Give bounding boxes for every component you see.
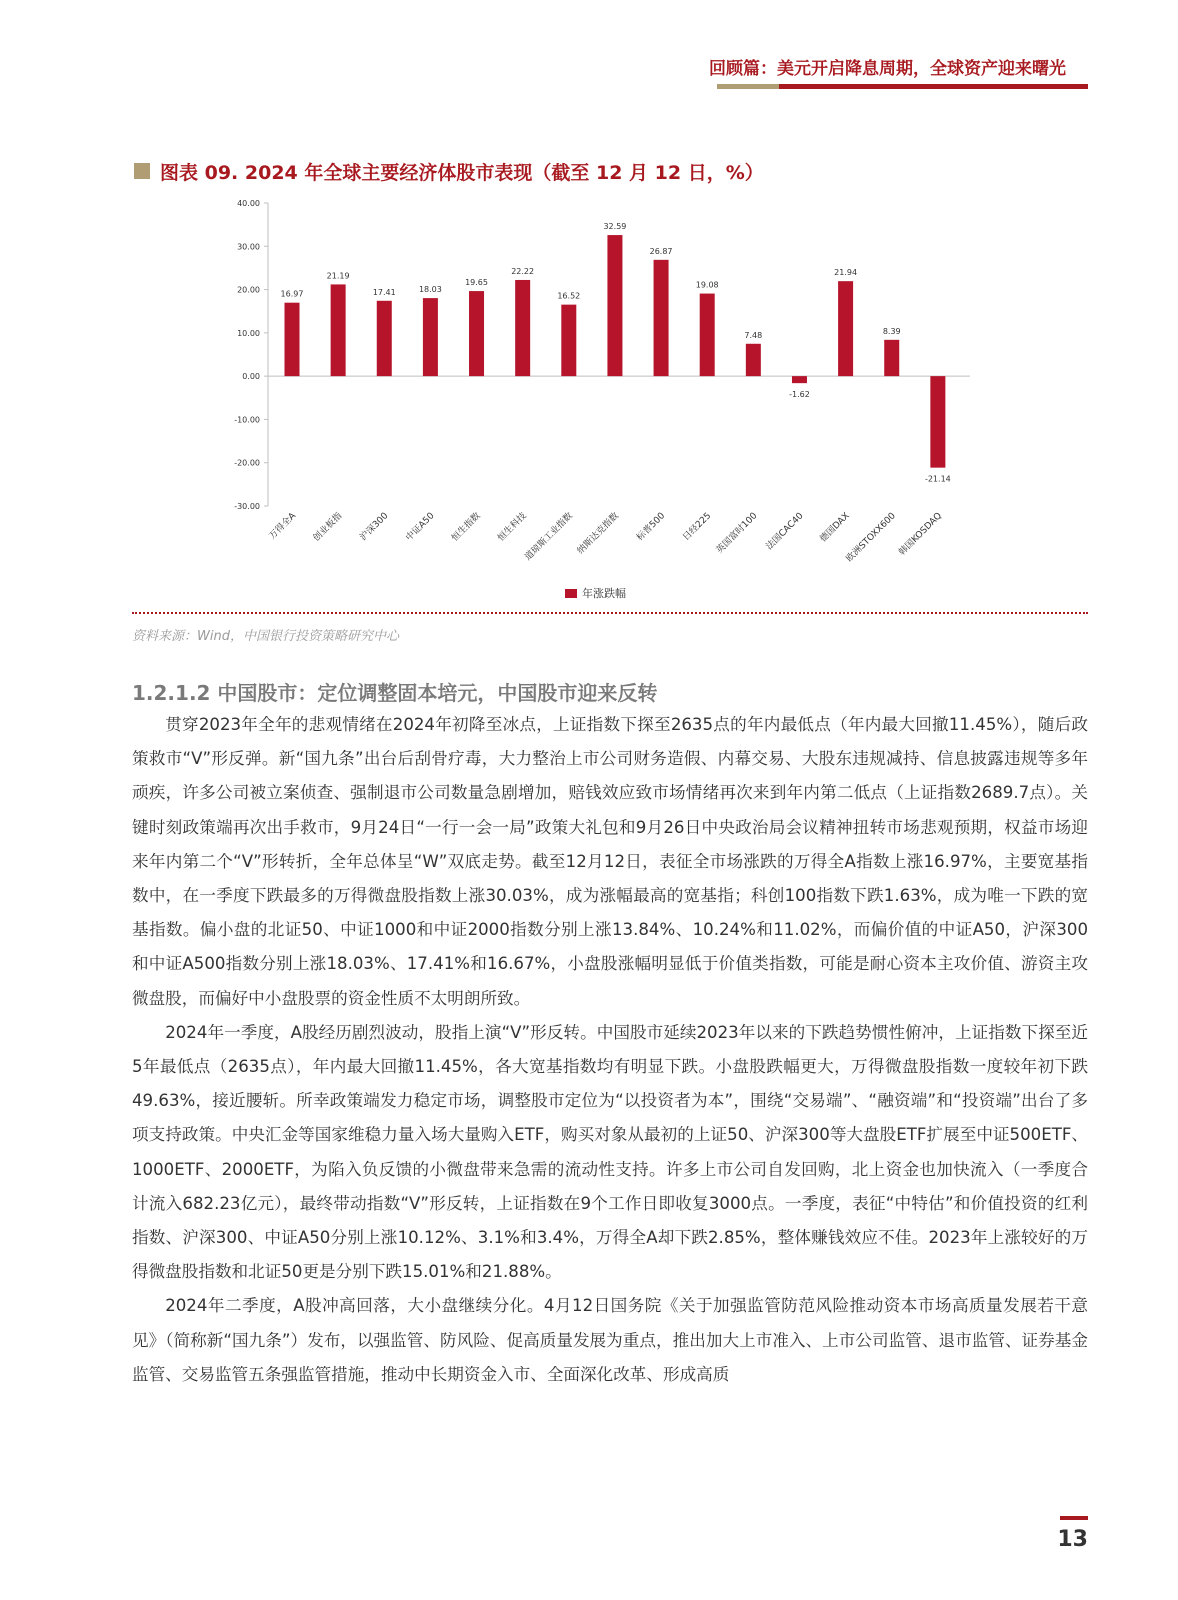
category-label: 德国DAX — [818, 511, 852, 545]
dotted-divider — [132, 612, 1088, 614]
bar — [331, 284, 346, 376]
y-tick-label: 20.00 — [237, 285, 260, 295]
y-tick-label: 30.00 — [237, 242, 260, 252]
y-tick-label: 0.00 — [242, 372, 260, 382]
figure-title: 图表 09. 2024 年全球主要经济体股市表现（截至 12 月 12 日，%） — [160, 162, 764, 184]
header-title: 回顾篇：美元开启降息周期，全球资产迎来曙光 — [709, 59, 1066, 79]
bar — [561, 305, 576, 377]
y-tick-label: -30.00 — [234, 502, 260, 511]
value-label: 8.39 — [882, 326, 901, 336]
value-label: 26.87 — [649, 246, 673, 256]
bar — [515, 280, 530, 376]
value-label: 19.08 — [695, 280, 719, 290]
legend-swatch — [565, 589, 577, 598]
bar — [884, 340, 899, 376]
paragraph: 2024年二季度，A股冲高回落，大小盘继续分化。4月12日国务院《关于加强监管防范风险推动资本市场高质量发展若干意见》（简称新“国九条”）发布，以强监管、防风险、促高质量发展为重点，推出加大上市准入、上市公司监管、退市监管、证券基金监管、交易监管五条强监管措施，推动中长期资金入市、全面深化改革、形成高质 — [132, 1296, 1088, 1384]
category-label: 恒生指数 — [450, 511, 483, 544]
category-label: 英国富时100 — [714, 511, 760, 556]
header-bar-gold — [717, 84, 779, 89]
y-tick-label: 10.00 — [237, 328, 260, 338]
chart-legend — [565, 585, 626, 601]
bar — [469, 291, 484, 376]
category-label: 创业板指 — [311, 511, 345, 544]
category-label: 韩国KOSDAQ — [897, 511, 944, 558]
paragraph: 贯穿2023年全年的悲观情绪在2024年初降至冰点，上证指数下探至2635点的年内最低点（年内最大回撤11.45%），随后政策救市“V”形反弹。新“国九条”出台后刮骨疗毒，大力整治上市公司财务造假、内幕交易、大股东违规减持、信息披露违规等多年顽疾，许多公司被立案侦查、强制退市公司数量急剧增加，赔钱效应致市场情绪再次来到年内第二低点（上证指数2689.7点）。关键时刻政策端再次出手救市，9月24日“一行一会一局”政策大礼包和9月26日中央政治局会议精神扭转市场悲观预期，权益市场迎来年内第二个“V”形转折，全年总体呈“W”双底走势。截至12月12日，表征全市场涨跌的万得全A指数上涨16.97%，主要宽基指数中，在一季度下跌最多的万得微盘股指数上涨30.03%，成为涨幅最高的宽基指；科创100指数下跌1.63%，成为唯一下跌的宽基指数。偏小盘的北证50、中证1000和中证2000指数分别上涨13.84%、10.24%和11.02%，而偏价值的中证A50，沪深300和中证A500指数分别上涨18.03%、17.41%和16.67%，小盘股涨幅明显低于价值类指数，可能是耐心资本主攻价值、游资主攻微盘股，而偏好中小盘股票的资金性质不太明朗所致。 — [132, 715, 1088, 1008]
category-label: 纳斯达克指数 — [575, 511, 622, 557]
bar — [607, 235, 622, 376]
y-tick-label: -20.00 — [234, 458, 260, 468]
y-tick-label: -10.00 — [234, 415, 260, 425]
value-label: 19.65 — [465, 278, 488, 288]
category-label: 标普500 — [635, 511, 668, 544]
value-label: 21.19 — [326, 271, 350, 281]
value-label: 18.03 — [418, 285, 442, 295]
value-label: 17.41 — [372, 287, 396, 297]
header-bar-red — [779, 84, 1088, 89]
figure-marker — [134, 163, 150, 179]
source-note: 资料来源：Wind，中国银行投资策略研究中心 — [132, 629, 399, 644]
value-label: 22.22 — [511, 266, 535, 276]
category-label: 沪深300 — [358, 511, 391, 544]
value-label: -1.62 — [789, 390, 810, 400]
value-label: 16.97 — [280, 289, 304, 299]
category-label: 恒生科技 — [496, 511, 529, 544]
value-label: 32.59 — [603, 222, 627, 232]
y-tick-label: 40.00 — [237, 199, 260, 208]
category-label: 中证A50 — [404, 511, 437, 544]
value-label: -21.14 — [924, 474, 951, 484]
bar — [792, 376, 807, 383]
category-label: 日经225 — [681, 511, 714, 544]
value-label: 16.52 — [557, 291, 581, 301]
category-label: 法国CAC40 — [764, 511, 806, 553]
bar — [377, 301, 392, 376]
bar — [700, 294, 715, 377]
page-number-bar — [1060, 1516, 1088, 1520]
bar-chart — [200, 195, 1000, 580]
value-label: 7.48 — [744, 330, 763, 340]
page-number: 13 — [1057, 1527, 1088, 1552]
category-label: 道琼斯工业指数 — [523, 511, 575, 563]
paragraph: 2024年一季度，A股经历剧烈波动，股指上演“V”形反转。中国股市延续2023年以来的下跌趋势惯性俯冲，上证指数下探至近5年最低点（2635点），年内最大回撤11.45%，各大宽基指数均有明显下跌。小盘股跌幅更大，万得微盘股指数一度较年初下跌49.63%，接近腰斩。所幸政策端发力稳定市场，调整股市定位为“以投资者为本”，围绕“交易端”、“融资端”和“投资端”出台了多项支持政策。中央汇金等国家维稳力量入场大量购入ETF，购买对象从最初的上证50、沪深300等大盘股ETF扩展至中证500ETF、1000ETF、2000ETF，为陷入负反馈的小微盘带来急需的流动性支持。许多上市公司自发回购，北上资金也加快流入（一季度合计流入682.23亿元），最终带动指数“V”形反转，上证指数在9个工作日即收复3000点。一季度，表征“中特估”和价值投资的红利指数、沪深300、中证A50分别上涨10.12%、3.1%和3.4%，万得全A却下跌2.85%，整体赚钱效应不佳。2023年上涨较好的万得微盘股指数和北证50更是分别下跌15.01%和21.88%。 — [132, 1022, 1088, 1282]
legend-label: 年涨跌幅 — [582, 587, 626, 600]
body-text — [132, 708, 1088, 1392]
category-label: 万得全A — [267, 511, 299, 542]
bar — [654, 260, 669, 376]
bar — [930, 376, 945, 468]
bar — [746, 344, 761, 376]
bar — [838, 281, 853, 376]
value-label: 21.94 — [834, 268, 858, 278]
bar — [285, 303, 300, 376]
section-heading: 1.2.1.2 中国股市：定位调整固本培元，中国股市迎来反转 — [132, 681, 658, 705]
category-label: 欧洲STOXX600 — [844, 511, 898, 565]
bar — [423, 298, 438, 376]
